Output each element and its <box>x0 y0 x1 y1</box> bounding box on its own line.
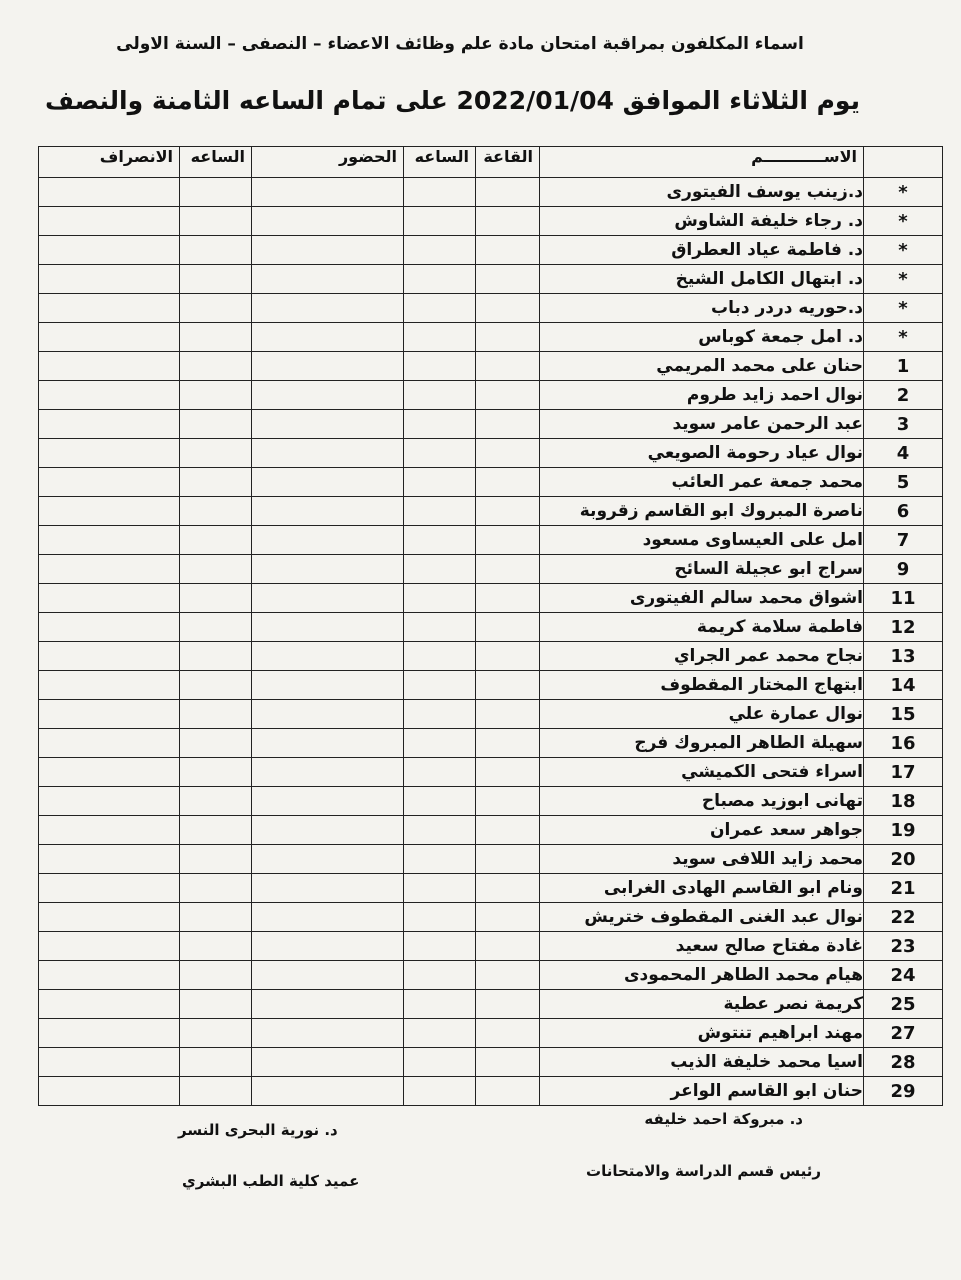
attendance-cell <box>252 178 404 207</box>
exam-date-line: يوم الثلاثاء الموافق 2022/01/04 على تمام الساعه الثامنة والنصف <box>45 86 860 115</box>
departure-cell <box>39 700 180 729</box>
table-row <box>39 584 943 613</box>
attendance-cell <box>252 497 404 526</box>
row-number: 19 <box>864 816 943 845</box>
row-number: 11 <box>864 584 943 613</box>
hall-cell <box>476 497 540 526</box>
table-row <box>39 642 943 671</box>
attendance-cell <box>252 816 404 845</box>
attendance-cell <box>252 323 404 352</box>
time-out-cell <box>180 468 252 497</box>
time-out-cell <box>180 207 252 236</box>
invigilator-name: د. ابتهال الكامل الشيخ <box>540 265 864 294</box>
dean-title: عميد كلية الطب البشري <box>182 1172 360 1190</box>
invigilator-name: د.زينب يوسف الفيتورى <box>540 178 864 207</box>
attendance-cell <box>252 526 404 555</box>
departure-cell <box>39 584 180 613</box>
hall-cell <box>476 439 540 468</box>
time-out-cell <box>180 700 252 729</box>
row-number: 17 <box>864 758 943 787</box>
hall-cell <box>476 526 540 555</box>
table-row <box>39 381 943 410</box>
departure-cell <box>39 526 180 555</box>
table-row <box>39 671 943 700</box>
time-in-cell <box>404 932 476 961</box>
attendance-cell <box>252 642 404 671</box>
row-number: * <box>864 294 943 323</box>
invigilator-name: فاطمة سلامة كريمة <box>540 613 864 642</box>
time-in-cell <box>404 1048 476 1077</box>
attendance-cell <box>252 265 404 294</box>
hall-cell <box>476 381 540 410</box>
row-number: * <box>864 265 943 294</box>
departure-cell <box>39 932 180 961</box>
row-number: 25 <box>864 990 943 1019</box>
attendance-cell <box>252 381 404 410</box>
departure-cell <box>39 410 180 439</box>
table-row <box>39 1048 943 1077</box>
hall-cell <box>476 845 540 874</box>
time-in-cell <box>404 265 476 294</box>
time-in-cell <box>404 787 476 816</box>
attendance-cell <box>252 845 404 874</box>
invigilator-name: ناصرة المبروك ابو القاسم زقروبة <box>540 497 864 526</box>
invigilator-name: حنان على محمد المريمي <box>540 352 864 381</box>
invigilator-name: محمد جمعة عمر العائب <box>540 468 864 497</box>
hall-cell <box>476 700 540 729</box>
header-name: الاســـــــــــم <box>540 147 864 178</box>
table-row <box>39 207 943 236</box>
attendance-cell <box>252 1048 404 1077</box>
table-row <box>39 555 943 584</box>
hall-cell <box>476 816 540 845</box>
time-in-cell <box>404 410 476 439</box>
row-number: 2 <box>864 381 943 410</box>
departure-cell <box>39 729 180 758</box>
invigilator-name: حنان ابو القاسم الواعر <box>540 1077 864 1106</box>
hall-cell <box>476 178 540 207</box>
departure-cell <box>39 1048 180 1077</box>
row-number: 6 <box>864 497 943 526</box>
invigilator-name: تهانى ابوزيد مصباح <box>540 787 864 816</box>
table-row <box>39 758 943 787</box>
hall-cell <box>476 932 540 961</box>
row-number: 24 <box>864 961 943 990</box>
row-number: 20 <box>864 845 943 874</box>
table-row <box>39 700 943 729</box>
row-number: 22 <box>864 903 943 932</box>
invigilator-name: نوال عبد الغنى المقطوف ختريش <box>540 903 864 932</box>
time-out-cell <box>180 961 252 990</box>
time-out-cell <box>180 816 252 845</box>
departure-cell <box>39 990 180 1019</box>
time-out-cell <box>180 439 252 468</box>
invigilator-name: نوال احمد زايد طروم <box>540 381 864 410</box>
head-of-exams-title: رئيس قسم الدراسة والامتحانات <box>586 1162 821 1180</box>
hall-cell <box>476 352 540 381</box>
departure-cell <box>39 381 180 410</box>
table-row <box>39 294 943 323</box>
time-out-cell <box>180 294 252 323</box>
table-row <box>39 236 943 265</box>
attendance-cell <box>252 990 404 1019</box>
row-number: 5 <box>864 468 943 497</box>
time-in-cell <box>404 584 476 613</box>
table-row <box>39 845 943 874</box>
table-row <box>39 497 943 526</box>
header-time-out: الساعه <box>180 147 252 178</box>
time-out-cell <box>180 758 252 787</box>
table-row <box>39 729 943 758</box>
time-in-cell <box>404 1019 476 1048</box>
time-in-cell <box>404 874 476 903</box>
attendance-cell <box>252 903 404 932</box>
hall-cell <box>476 584 540 613</box>
header-attendance: الحضور <box>252 147 404 178</box>
departure-cell <box>39 207 180 236</box>
time-out-cell <box>180 265 252 294</box>
row-number: 9 <box>864 555 943 584</box>
table-row <box>39 1077 943 1106</box>
table-row <box>39 265 943 294</box>
hall-cell <box>476 990 540 1019</box>
hall-cell <box>476 874 540 903</box>
attendance-cell <box>252 1077 404 1106</box>
attendance-cell <box>252 787 404 816</box>
time-out-cell <box>180 1077 252 1106</box>
invigilator-name: اسراء فتحى الكميشي <box>540 758 864 787</box>
row-number: 23 <box>864 932 943 961</box>
time-in-cell <box>404 468 476 497</box>
invigilator-name: د. امل جمعة كوباس <box>540 323 864 352</box>
invigilator-name: اشواق محمد سالم الفيتورى <box>540 584 864 613</box>
attendance-cell <box>252 294 404 323</box>
time-in-cell <box>404 700 476 729</box>
hall-cell <box>476 265 540 294</box>
time-in-cell <box>404 294 476 323</box>
header-time-in: الساعه <box>404 147 476 178</box>
row-number: 12 <box>864 613 943 642</box>
header-num <box>864 147 943 178</box>
time-out-cell <box>180 845 252 874</box>
hall-cell <box>476 903 540 932</box>
table-row <box>39 816 943 845</box>
time-in-cell <box>404 555 476 584</box>
departure-cell <box>39 439 180 468</box>
departure-cell <box>39 642 180 671</box>
departure-cell <box>39 1019 180 1048</box>
table-row <box>39 961 943 990</box>
time-out-cell <box>180 1019 252 1048</box>
attendance-cell <box>252 410 404 439</box>
departure-cell <box>39 265 180 294</box>
attendance-cell <box>252 961 404 990</box>
time-in-cell <box>404 903 476 932</box>
row-number: 27 <box>864 1019 943 1048</box>
dean-name: د. نورية البحرى النسر <box>178 1121 338 1139</box>
departure-cell <box>39 671 180 700</box>
time-out-cell <box>180 497 252 526</box>
time-out-cell <box>180 729 252 758</box>
attendance-cell <box>252 439 404 468</box>
invigilator-name: اسيا محمد خليفة الذيب <box>540 1048 864 1077</box>
time-in-cell <box>404 526 476 555</box>
departure-cell <box>39 961 180 990</box>
time-out-cell <box>180 903 252 932</box>
attendance-cell <box>252 758 404 787</box>
table-row <box>39 1019 943 1048</box>
table-row <box>39 323 943 352</box>
row-number: * <box>864 236 943 265</box>
departure-cell <box>39 787 180 816</box>
invigilator-name: امل على العيساوى مسعود <box>540 526 864 555</box>
table-row <box>39 526 943 555</box>
header-departure: الانصراف <box>39 147 180 178</box>
row-number: 3 <box>864 410 943 439</box>
table-row <box>39 468 943 497</box>
row-number: 29 <box>864 1077 943 1106</box>
hall-cell <box>476 236 540 265</box>
time-out-cell <box>180 874 252 903</box>
hall-cell <box>476 613 540 642</box>
table-row <box>39 410 943 439</box>
attendance-cell <box>252 555 404 584</box>
table-body <box>39 178 943 1106</box>
attendance-cell <box>252 613 404 642</box>
departure-cell <box>39 1077 180 1106</box>
hall-cell <box>476 671 540 700</box>
time-out-cell <box>180 323 252 352</box>
departure-cell <box>39 758 180 787</box>
hall-cell <box>476 729 540 758</box>
departure-cell <box>39 845 180 874</box>
invigilator-name: غادة مفتاح صالح سعيد <box>540 932 864 961</box>
departure-cell <box>39 468 180 497</box>
time-in-cell <box>404 236 476 265</box>
time-in-cell <box>404 381 476 410</box>
time-in-cell <box>404 758 476 787</box>
time-out-cell <box>180 642 252 671</box>
hall-cell <box>476 1048 540 1077</box>
hall-cell <box>476 207 540 236</box>
invigilator-name: نوال عياد رحومة الصويعي <box>540 439 864 468</box>
time-out-cell <box>180 526 252 555</box>
departure-cell <box>39 613 180 642</box>
hall-cell <box>476 1077 540 1106</box>
departure-cell <box>39 323 180 352</box>
time-out-cell <box>180 236 252 265</box>
time-out-cell <box>180 584 252 613</box>
time-in-cell <box>404 1077 476 1106</box>
row-number: 4 <box>864 439 943 468</box>
row-number: 13 <box>864 642 943 671</box>
departure-cell <box>39 178 180 207</box>
invigilator-name: كريمة نصر عطية <box>540 990 864 1019</box>
table-row <box>39 613 943 642</box>
time-out-cell <box>180 990 252 1019</box>
time-in-cell <box>404 352 476 381</box>
time-out-cell <box>180 410 252 439</box>
departure-cell <box>39 497 180 526</box>
departure-cell <box>39 816 180 845</box>
row-number: 16 <box>864 729 943 758</box>
time-out-cell <box>180 932 252 961</box>
attendance-cell <box>252 874 404 903</box>
departure-cell <box>39 294 180 323</box>
time-out-cell <box>180 671 252 700</box>
time-in-cell <box>404 497 476 526</box>
hall-cell <box>476 555 540 584</box>
departure-cell <box>39 555 180 584</box>
time-in-cell <box>404 642 476 671</box>
row-number: 15 <box>864 700 943 729</box>
hall-cell <box>476 758 540 787</box>
invigilator-name: د.حوريه دردر دباب <box>540 294 864 323</box>
attendance-cell <box>252 207 404 236</box>
row-number: * <box>864 178 943 207</box>
time-out-cell <box>180 555 252 584</box>
time-out-cell <box>180 613 252 642</box>
time-out-cell <box>180 352 252 381</box>
time-out-cell <box>180 178 252 207</box>
departure-cell <box>39 903 180 932</box>
attendance-cell <box>252 700 404 729</box>
row-number: 1 <box>864 352 943 381</box>
departure-cell <box>39 874 180 903</box>
head-of-exams-name: د. مبروكة احمد خليفه <box>644 1110 803 1128</box>
time-out-cell <box>180 787 252 816</box>
invigilator-name: د. رجاء خليفة الشاوش <box>540 207 864 236</box>
invigilators-table <box>38 146 943 1106</box>
time-in-cell <box>404 671 476 700</box>
row-number: * <box>864 207 943 236</box>
time-in-cell <box>404 178 476 207</box>
invigilator-name: عبد الرحمن عامر سويد <box>540 410 864 439</box>
time-out-cell <box>180 1048 252 1077</box>
hall-cell <box>476 410 540 439</box>
table-row <box>39 874 943 903</box>
departure-cell <box>39 236 180 265</box>
departure-cell <box>39 352 180 381</box>
invigilator-name: ابتهاج المختار المقطوف <box>540 671 864 700</box>
table-row <box>39 903 943 932</box>
table-row <box>39 178 943 207</box>
time-in-cell <box>404 990 476 1019</box>
hall-cell <box>476 961 540 990</box>
row-number: 21 <box>864 874 943 903</box>
attendance-cell <box>252 932 404 961</box>
hall-cell <box>476 642 540 671</box>
time-in-cell <box>404 961 476 990</box>
hall-cell <box>476 787 540 816</box>
invigilator-name: جواهر سعد عمران <box>540 816 864 845</box>
invigilator-name: د. فاطمة عياد العطراق <box>540 236 864 265</box>
attendance-cell <box>252 468 404 497</box>
table-row <box>39 787 943 816</box>
table-header-row <box>39 147 943 178</box>
table-row <box>39 439 943 468</box>
time-in-cell <box>404 207 476 236</box>
table-row <box>39 352 943 381</box>
attendance-cell <box>252 584 404 613</box>
row-number: 28 <box>864 1048 943 1077</box>
invigilator-name: نوال عمارة علي <box>540 700 864 729</box>
attendance-cell <box>252 671 404 700</box>
invigilator-name: هيام محمد الطاهر المحمودى <box>540 961 864 990</box>
header-hall: القاعة <box>476 147 540 178</box>
time-in-cell <box>404 845 476 874</box>
hall-cell <box>476 294 540 323</box>
attendance-cell <box>252 352 404 381</box>
hall-cell <box>476 1019 540 1048</box>
table-row <box>39 990 943 1019</box>
document-title: اسماء المكلفون بمراقبة امتحان مادة علم وظائف الاعضاء – النصفى – السنة الاولى <box>116 34 804 54</box>
invigilator-name: سراج ابو عجيلة السائح <box>540 555 864 584</box>
row-number: 18 <box>864 787 943 816</box>
time-in-cell <box>404 323 476 352</box>
time-in-cell <box>404 816 476 845</box>
invigilator-name: مهند ابراهيم تنتوش <box>540 1019 864 1048</box>
time-in-cell <box>404 613 476 642</box>
attendance-cell <box>252 729 404 758</box>
invigilator-name: ونام ابو القاسم الهادى الغرابى <box>540 874 864 903</box>
attendance-cell <box>252 236 404 265</box>
invigilator-name: محمد زايد اللافى سويد <box>540 845 864 874</box>
time-out-cell <box>180 381 252 410</box>
time-in-cell <box>404 729 476 758</box>
attendance-cell <box>252 1019 404 1048</box>
time-in-cell <box>404 439 476 468</box>
invigilator-name: نجاح محمد عمر الجراي <box>540 642 864 671</box>
row-number: 14 <box>864 671 943 700</box>
hall-cell <box>476 323 540 352</box>
invigilator-name: سهيلة الطاهر المبروك فرج <box>540 729 864 758</box>
row-number: 7 <box>864 526 943 555</box>
row-number: * <box>864 323 943 352</box>
hall-cell <box>476 468 540 497</box>
table-row <box>39 932 943 961</box>
